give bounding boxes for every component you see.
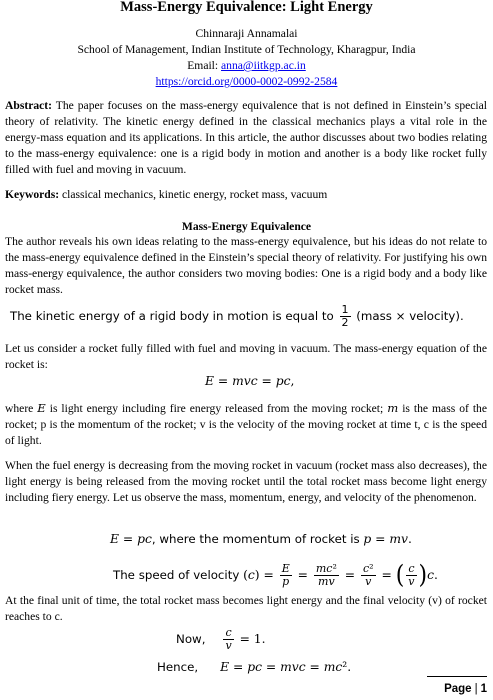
- paragraph-rocket: Let us consider a rocket fully filled with fuel and moving in vacuum. The mass-energy equation of the rocket is:: [5, 342, 487, 371]
- orcid-line: [0, 74, 493, 90]
- section-heading: Mass-Energy Equivalence: [181, 220, 312, 233]
- abstract-label: Abstract:: [5, 99, 53, 112]
- one-half-fraction: $\frac{1}{2}$: [341, 303, 349, 329]
- paragraph-final: At the final unit of time, the total rocket mass becomes light energy and the final velocity (v) of rocket reaches to c.: [5, 594, 487, 623]
- footer-page-label: Page: [444, 683, 472, 695]
- page-footer: Page | 1: [444, 683, 487, 695]
- paper-title: Mass-Energy Equivalence: Light Energy: [120, 0, 373, 15]
- email-link[interactable]: anna@iitkgp.ac.in: [221, 59, 306, 72]
- keywords: [5, 187, 487, 203]
- paragraph-fuel: When the fuel energy is decreasing from the moving rocket in vacuum (rocket mass also decreases), the light energy is being released from the moving rocket until the total rocket mass become light energy including fiery energy. Let us observe the mass, momentum, energy, and velocity of the phenomenon.: [5, 459, 487, 504]
- orcid-link[interactable]: https://orcid.org/0000-0002-0992-2584: [155, 75, 338, 88]
- equation-now: Now, $\frac{c}{v}$ = 1.: [176, 626, 266, 652]
- footer-page-number: 1: [480, 683, 487, 695]
- kinetic-energy-text: The kinetic energy of a rigid body in motion is equal to: [10, 309, 334, 323]
- paragraph-where: where E is light energy including fire energy released from the moving rocket; m is the mass of the rocket; p is the momentum of the rocket; v is the velocity of the moving rocket at time t, c is the speed of light.: [5, 401, 487, 447]
- abstract: [5, 98, 487, 178]
- author-affiliation: School of Management, Indian Institute of Technology, Kharagpur, India: [77, 43, 416, 56]
- equation-speed: The speed of velocity (c) = $\frac{E}{p}$ = $\frac{\text{mc²}}{mv}$ = $\frac{\text{c²}}{v}$ = ( $\frac{c}{v}$ )c.: [113, 560, 438, 590]
- kinetic-energy-tail: (mass × velocity).: [356, 309, 464, 323]
- paragraph-intro: The author reveals his own ideas relating to the mass-energy equivalence, but his ideas do not relate to the mass-energy equivalence defined in the Einstein’s special theory of relativity. For justifying his own mass-energy equivalence, the author considers two moving bodies: One is a rigid body and a body like rocket mass.: [5, 235, 487, 296]
- keywords-label: Keywords:: [5, 188, 60, 201]
- equation-energy: E = mvc = pc,: [205, 374, 295, 388]
- keywords-text: classical mechanics, kinetic energy, rocket mass, vacuum: [59, 188, 328, 201]
- equation-hence: Hence, E = pc = mvc = mc².: [157, 660, 352, 674]
- equation-momentum: E = pc, where the momentum of rocket is p = mv.: [110, 532, 412, 546]
- author-email-line: [0, 58, 493, 74]
- abstract-text: The paper focuses on the mass-energy equivalence that is not defined in Einstein’s special theory of relativity. The kinetic energy defined in the classical mechanics plays a vital role in the energy-mass equation and its applications. In this article, the author discusses about two bodies relating to the mass-energy equivalence: one is a rigid body in motion and another is a body like rocket fully filled with fuel and moving in vacuum.: [5, 99, 487, 176]
- author-name: Chinnaraji Annamalai: [195, 27, 298, 40]
- footer-rule: [427, 676, 487, 677]
- kinetic-energy-statement: [10, 304, 464, 329]
- email-label: Email:: [187, 59, 222, 72]
